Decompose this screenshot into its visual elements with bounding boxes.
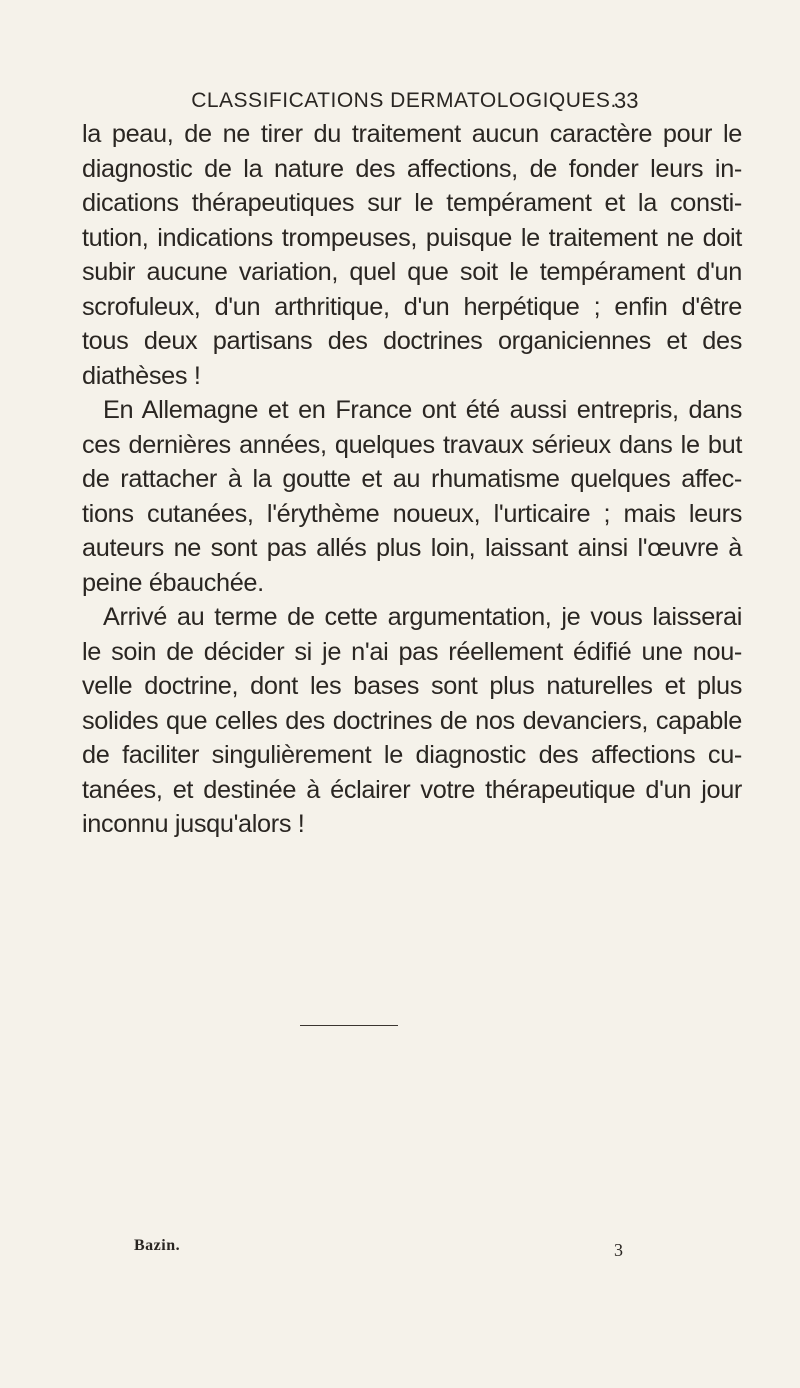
- text-line: Arrivé au terme de cette argumentation, je vous laisserai: [103, 603, 742, 631]
- text-line: la peau, de ne tirer du traitement aucun caractère pour le: [82, 120, 742, 148]
- text-line: de rattacher à la goutte et au rhumatisme quelques affec-: [82, 465, 742, 493]
- text-line: peine ébauchée.: [82, 568, 264, 597]
- text-line: dications thérapeutiques sur le tempérament et la consti-: [82, 189, 742, 217]
- body-text: [82, 117, 742, 842]
- text-line: tions cutanées, l'érythème noueux, l'urticaire ; mais leurs: [82, 499, 742, 528]
- text-line: de faciliter singulièrement le diagnostic des affections cu-: [82, 741, 742, 769]
- text-line: tanées, et destinée à éclairer votre thérapeutique d'un jour: [82, 775, 742, 804]
- text-line: En Allemagne et en France ont été aussi entrepris, dans: [103, 396, 742, 424]
- text-line: inconnu jusqu'alors !: [82, 810, 305, 838]
- text-line: auteurs ne sont pas allés plus loin, laissant ainsi l'œuvre à: [82, 534, 742, 562]
- text-line: ces dernières années, quelques travaux sérieux dans le but: [82, 430, 742, 459]
- text-line: velle doctrine, dont les bases sont plus naturelles et plus: [82, 672, 742, 700]
- text-line: le soin de décider si je n'ai pas réellement édifié une nou-: [82, 637, 742, 666]
- sheet-number: 3: [614, 1240, 623, 1260]
- page-number: 33: [614, 88, 639, 113]
- text-line: subir aucune variation, quel que soit le tempérament d'un: [82, 258, 742, 286]
- text-line: tous deux partisans des doctrines organiciennes et des: [82, 327, 742, 355]
- text-line: diagnostic de la nature des affections, de fonder leurs in-: [82, 154, 742, 183]
- text-line: tution, indications trompeuses, puisque le traitement ne doit: [82, 223, 742, 252]
- text-line: scrofuleux, d'un arthritique, d'un herpétique ; enfin d'être: [82, 292, 742, 321]
- signature-mark: Bazin.: [134, 1237, 181, 1254]
- running-title: CLASSIFICATIONS DERMATOLOGIQUES.: [191, 89, 617, 112]
- text-line: diathèses !: [82, 361, 201, 390]
- section-divider: [300, 1025, 398, 1026]
- text-line: solides que celles des doctrines de nos devanciers, capable: [82, 706, 742, 735]
